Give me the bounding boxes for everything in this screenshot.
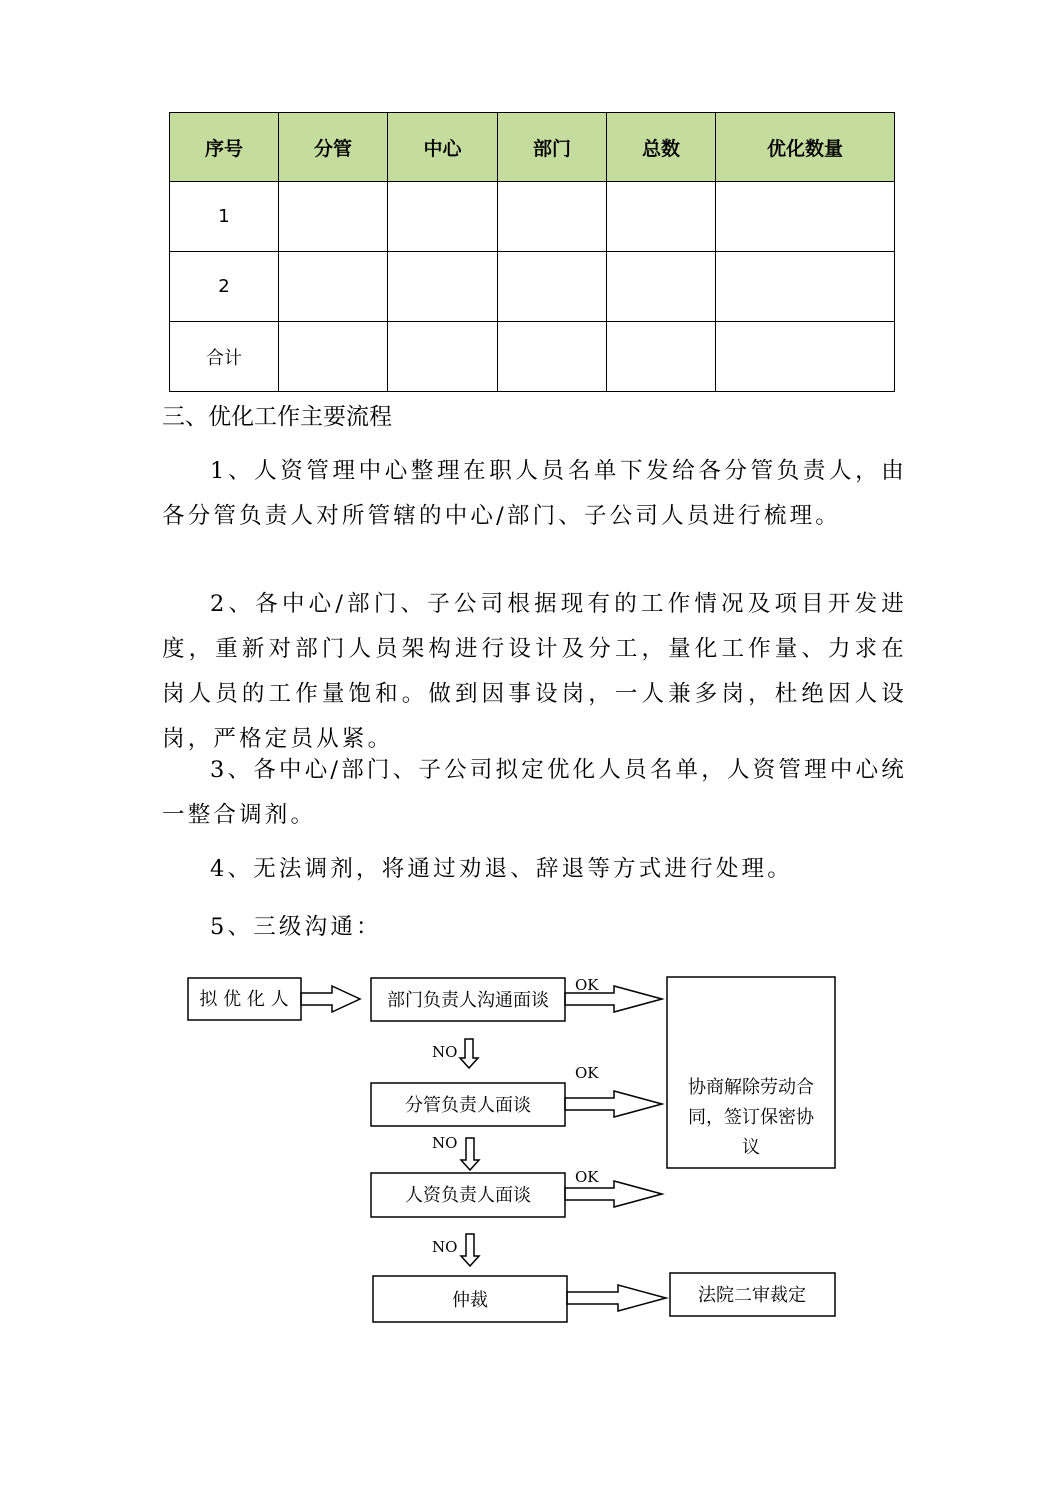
step2-label: 分管负责人面谈 [405,1095,531,1116]
no-label-1: NO [432,1043,458,1061]
table-cell: 1 [170,182,279,252]
paragraph-1: 1、人资管理中心整理在职人员名单下发给各分管负责人，由各分管负责人对所管辖的中心/部门、子公司人员进行梳理。 [162,458,907,529]
arrow-step2-no [461,1138,479,1170]
ok-label-1: OK [575,976,599,994]
header-optimize-count: 优化数量 [716,113,895,182]
arrow-step4-to-final [567,1285,666,1311]
result-line-1: 协商解除劳动合 [688,1077,814,1098]
no-label-3: NO [432,1238,458,1256]
no-label-2: NO [432,1134,458,1152]
arrow-step3-no [461,1234,479,1266]
paragraph-5: 5、三级沟通： [210,914,382,940]
section-heading: 三、优化工作主要流程 [162,404,392,430]
table-cell: 合计 [170,322,279,392]
table-cell: 2 [170,252,279,322]
paragraph-2: 2、各中心/部门、子公司根据现有的工作情况及项目开发进度，重新对部门人员架构进行设计及分工，量化工作量、力求在岗人员的工作量饱和。做到因事设岗，一人兼多岗，杜绝因人设岗，严格定员从紧。 [162,591,907,752]
header-center: 中心 [388,113,498,182]
ok-label-3: OK [575,1168,599,1186]
start-label: 拟 优 化 人 [199,989,289,1010]
step4-label: 仲裁 [452,1290,488,1311]
header-index: 序号 [170,113,279,182]
final-label: 法院二审裁定 [698,1285,806,1306]
result-line-3: 议 [742,1137,760,1158]
header-supervisor: 分管 [279,113,388,182]
arrow-step1-no [460,1039,478,1068]
arrow-step2-ok [565,1091,662,1117]
result-line-2: 同，签订保密协 [688,1107,814,1128]
header-total: 总数 [607,113,716,182]
step3-label: 人资负责人面谈 [405,1185,531,1206]
paragraph-3: 3、各中心/部门、子公司拟定优化人员名单，人资管理中心统一整合调剂。 [162,757,907,828]
step1-label: 部门负责人沟通面谈 [387,990,549,1011]
header-department: 部门 [498,113,607,182]
paragraph-4: 4、无法调剂，将通过劝退、辞退等方式进行处理。 [210,856,793,882]
arrow-start-to-step1 [301,986,360,1012]
ok-label-2: OK [575,1064,599,1082]
